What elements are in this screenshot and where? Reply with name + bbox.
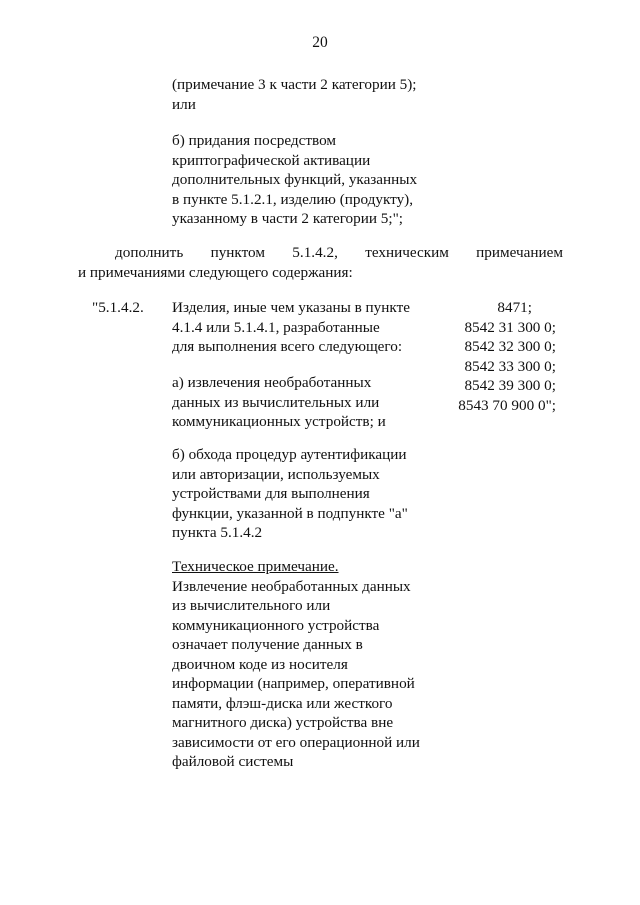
commodity-code: 8542 31 300 0; [464, 318, 556, 336]
intro-word: пунктом [210, 244, 265, 261]
intro-word: дополнить [115, 244, 184, 261]
text-line: дополнительных функций, указанных [172, 171, 418, 188]
commodity-code: 8542 39 300 0; [464, 377, 556, 394]
technical-note-title: Техническое примечание. [172, 558, 339, 575]
intro-word: техническим [365, 244, 449, 261]
text-line: зависимости от его операционной или [172, 733, 420, 751]
intro-line-2: и примечаниями следующего содержания: [78, 263, 353, 281]
text-line: двоичном коде из носителя [172, 655, 348, 673]
text-line: Изделия, иные чем указаны в пункте [172, 299, 410, 316]
text-line: криптографической активации [172, 151, 371, 169]
commodity-code: 8542 33 300 0; [464, 357, 556, 375]
entry-number: "5.1.4.2. [92, 299, 144, 316]
text-line: а) извлечения необработанных [172, 374, 372, 391]
text-line: данных из вычислительных или [172, 393, 380, 411]
technical-note [172, 557, 420, 772]
text-line: б) придания посредством [172, 132, 336, 149]
text-line: или авторизации, используемых [172, 465, 380, 483]
text-line: функции, указанной в подпункте "а" [172, 504, 408, 522]
text-line: коммуникационного устройства [172, 616, 380, 634]
text-line: или [172, 95, 196, 113]
commodity-code: 8542 32 300 0; [464, 338, 556, 355]
note-block [172, 75, 417, 114]
text-line: в пункте 5.1.2.1, изделию (продукту), [172, 190, 414, 208]
intro-word: 5.1.4.2, [292, 244, 338, 261]
commodity-codes [458, 298, 556, 415]
text-line: 4.1.4 или 5.1.4.1, разработанные [172, 318, 380, 336]
item-b-block [172, 131, 417, 229]
entry-description [172, 298, 410, 357]
text-line: из вычислительного или [172, 597, 331, 614]
text-line: памяти, флэш-диска или жесткого [172, 694, 393, 712]
text-line: коммуникационных устройств; и [172, 413, 386, 430]
entry-item-a [172, 373, 386, 432]
text-line: пункта 5.1.4.2 [172, 524, 263, 541]
text-line: Извлечение необработанных данных [172, 577, 411, 595]
text-line: устройствами для выполнения [172, 485, 370, 502]
text-line: файловой системы [172, 753, 294, 770]
page-number: 20 [312, 34, 328, 51]
intro-paragraph [78, 243, 563, 282]
commodity-code: 8543 70 900 0"; [458, 396, 556, 414]
text-line: б) обхода процедур аутентификации [172, 446, 407, 463]
text-line: магнитного диска) устройства вне [172, 714, 394, 731]
entry-item-b [172, 445, 408, 543]
text-line: означает получение данных в [172, 636, 363, 653]
commodity-code: 8471; [497, 299, 532, 316]
text-line: (примечание 3 к части 2 категории 5); [172, 76, 417, 93]
text-line: указанному в части 2 категории 5;"; [172, 210, 404, 227]
intro-word: примечанием [476, 244, 563, 261]
text-line: для выполнения всего следующего: [172, 338, 403, 355]
text-line: информации (например, оперативной [172, 675, 415, 692]
intro-line-1 [78, 243, 563, 263]
